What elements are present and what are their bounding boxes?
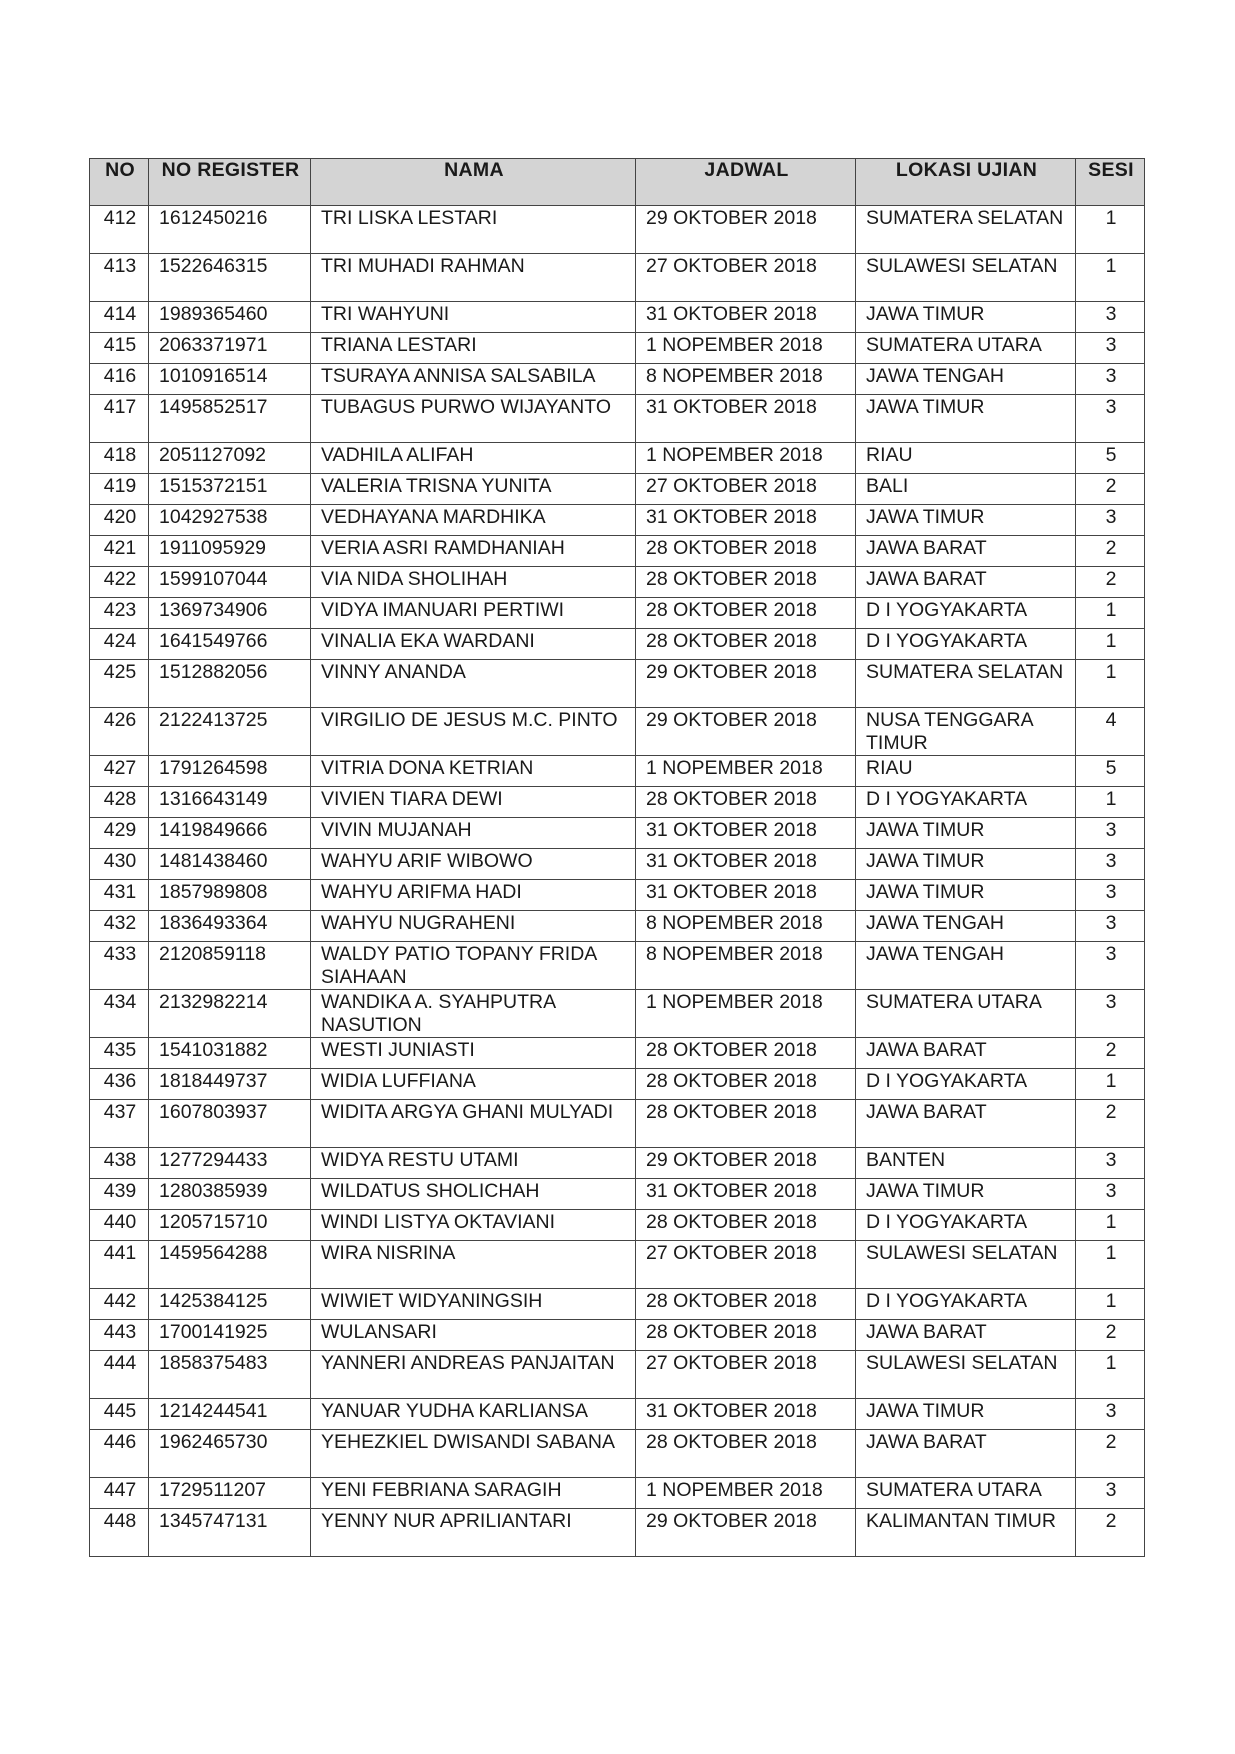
- cell-lokasi: JAWA TENGAH: [856, 911, 1076, 942]
- cell-sesi: 4: [1076, 708, 1145, 756]
- header-register: NO REGISTER: [149, 159, 311, 206]
- cell-register: 1599107044: [149, 567, 311, 598]
- table-row: [90, 880, 1145, 911]
- cell-nama: VIVIN MUJANAH: [311, 818, 636, 849]
- cell-register: 1857989808: [149, 880, 311, 911]
- cell-no: 430: [90, 849, 149, 880]
- cell-no: 442: [90, 1289, 149, 1320]
- table-row: [90, 756, 1145, 787]
- cell-no: 423: [90, 598, 149, 629]
- cell-jadwal: 1 NOPEMBER 2018: [636, 990, 856, 1038]
- cell-lokasi: SULAWESI SELATAN: [856, 1241, 1076, 1289]
- cell-sesi: 3: [1076, 364, 1145, 395]
- cell-lokasi: JAWA TIMUR: [856, 880, 1076, 911]
- cell-nama: VERIA ASRI RAMDHANIAH: [311, 536, 636, 567]
- cell-no: 416: [90, 364, 149, 395]
- table-row: [90, 1430, 1145, 1478]
- cell-nama: WIDITA ARGYA GHANI MULYADI: [311, 1100, 636, 1148]
- cell-no: 425: [90, 660, 149, 708]
- cell-jadwal: 28 OKTOBER 2018: [636, 1100, 856, 1148]
- cell-register: 2063371971: [149, 333, 311, 364]
- table-row: [90, 1289, 1145, 1320]
- cell-jadwal: 28 OKTOBER 2018: [636, 567, 856, 598]
- cell-no: 448: [90, 1509, 149, 1557]
- cell-nama: WILDATUS SHOLICHAH: [311, 1179, 636, 1210]
- cell-nama: TUBAGUS PURWO WIJAYANTO: [311, 395, 636, 443]
- cell-register: 2122413725: [149, 708, 311, 756]
- cell-jadwal: 27 OKTOBER 2018: [636, 474, 856, 505]
- cell-nama: VIA NIDA SHOLIHAH: [311, 567, 636, 598]
- cell-nama: WESTI JUNIASTI: [311, 1038, 636, 1069]
- cell-lokasi: D I YOGYAKARTA: [856, 1210, 1076, 1241]
- cell-lokasi: JAWA TIMUR: [856, 818, 1076, 849]
- cell-register: 1818449737: [149, 1069, 311, 1100]
- table-row: [90, 567, 1145, 598]
- cell-jadwal: 28 OKTOBER 2018: [636, 598, 856, 629]
- cell-no: 432: [90, 911, 149, 942]
- cell-register: 1316643149: [149, 787, 311, 818]
- cell-register: 1512882056: [149, 660, 311, 708]
- cell-nama: VIDYA IMANUARI PERTIWI: [311, 598, 636, 629]
- table-row: [90, 849, 1145, 880]
- table-row: [90, 443, 1145, 474]
- cell-lokasi: SUMATERA SELATAN: [856, 660, 1076, 708]
- cell-register: 1962465730: [149, 1430, 311, 1478]
- cell-register: 1541031882: [149, 1038, 311, 1069]
- cell-register: 1836493364: [149, 911, 311, 942]
- header-sesi: SESI: [1076, 159, 1145, 206]
- cell-lokasi: JAWA TIMUR: [856, 302, 1076, 333]
- table-row: [90, 254, 1145, 302]
- cell-register: 1277294433: [149, 1148, 311, 1179]
- table-row: [90, 364, 1145, 395]
- cell-lokasi: JAWA BARAT: [856, 1320, 1076, 1351]
- cell-register: 1481438460: [149, 849, 311, 880]
- cell-lokasi: D I YOGYAKARTA: [856, 629, 1076, 660]
- cell-sesi: 2: [1076, 1320, 1145, 1351]
- cell-register: 1010916514: [149, 364, 311, 395]
- cell-register: 1280385939: [149, 1179, 311, 1210]
- cell-nama: VIVIEN TIARA DEWI: [311, 787, 636, 818]
- cell-lokasi: NUSA TENGGARA TIMUR: [856, 708, 1076, 756]
- cell-register: 1612450216: [149, 206, 311, 254]
- cell-lokasi: RIAU: [856, 443, 1076, 474]
- cell-nama: WANDIKA A. SYAHPUTRA NASUTION: [311, 990, 636, 1038]
- cell-nama: VADHILA ALIFAH: [311, 443, 636, 474]
- cell-jadwal: 28 OKTOBER 2018: [636, 1320, 856, 1351]
- table-row: [90, 1399, 1145, 1430]
- cell-no: 421: [90, 536, 149, 567]
- cell-lokasi: SULAWESI SELATAN: [856, 1351, 1076, 1399]
- cell-register: 2132982214: [149, 990, 311, 1038]
- cell-register: 1858375483: [149, 1351, 311, 1399]
- cell-nama: VITRIA DONA KETRIAN: [311, 756, 636, 787]
- cell-nama: VIRGILIO DE JESUS M.C. PINTO: [311, 708, 636, 756]
- cell-nama: YENI FEBRIANA SARAGIH: [311, 1478, 636, 1509]
- cell-jadwal: 31 OKTOBER 2018: [636, 1179, 856, 1210]
- cell-sesi: 5: [1076, 443, 1145, 474]
- cell-lokasi: JAWA TIMUR: [856, 1179, 1076, 1210]
- cell-no: 420: [90, 505, 149, 536]
- table-row: [90, 1038, 1145, 1069]
- cell-no: 446: [90, 1430, 149, 1478]
- cell-no: 418: [90, 443, 149, 474]
- cell-sesi: 3: [1076, 942, 1145, 990]
- cell-jadwal: 8 NOPEMBER 2018: [636, 942, 856, 990]
- cell-jadwal: 28 OKTOBER 2018: [636, 1289, 856, 1320]
- cell-no: 422: [90, 567, 149, 598]
- cell-lokasi: JAWA BARAT: [856, 567, 1076, 598]
- cell-nama: VINALIA EKA WARDANI: [311, 629, 636, 660]
- cell-jadwal: 28 OKTOBER 2018: [636, 787, 856, 818]
- cell-lokasi: JAWA TENGAH: [856, 942, 1076, 990]
- cell-jadwal: 31 OKTOBER 2018: [636, 849, 856, 880]
- cell-lokasi: JAWA BARAT: [856, 536, 1076, 567]
- cell-no: 447: [90, 1478, 149, 1509]
- cell-register: 1607803937: [149, 1100, 311, 1148]
- cell-no: 444: [90, 1351, 149, 1399]
- cell-register: 1459564288: [149, 1241, 311, 1289]
- cell-no: 436: [90, 1069, 149, 1100]
- cell-sesi: 1: [1076, 206, 1145, 254]
- table-row: [90, 911, 1145, 942]
- cell-sesi: 3: [1076, 1148, 1145, 1179]
- table-row: [90, 395, 1145, 443]
- table-row: [90, 333, 1145, 364]
- table-row: [90, 990, 1145, 1038]
- cell-nama: WAHYU NUGRAHENI: [311, 911, 636, 942]
- cell-lokasi: JAWA TIMUR: [856, 395, 1076, 443]
- cell-lokasi: SUMATERA UTARA: [856, 333, 1076, 364]
- cell-lokasi: SUMATERA UTARA: [856, 1478, 1076, 1509]
- cell-jadwal: 28 OKTOBER 2018: [636, 1210, 856, 1241]
- cell-no: 438: [90, 1148, 149, 1179]
- table-row: [90, 1210, 1145, 1241]
- table-header-row: [90, 159, 1145, 206]
- cell-nama: TSURAYA ANNISA SALSABILA: [311, 364, 636, 395]
- cell-no: 443: [90, 1320, 149, 1351]
- cell-register: 1911095929: [149, 536, 311, 567]
- header-lokasi: LOKASI UJIAN: [856, 159, 1076, 206]
- cell-no: 428: [90, 787, 149, 818]
- cell-register: 1495852517: [149, 395, 311, 443]
- cell-sesi: 1: [1076, 787, 1145, 818]
- cell-no: 417: [90, 395, 149, 443]
- cell-sesi: 2: [1076, 1430, 1145, 1478]
- cell-jadwal: 8 NOPEMBER 2018: [636, 911, 856, 942]
- cell-no: 419: [90, 474, 149, 505]
- cell-lokasi: BALI: [856, 474, 1076, 505]
- cell-lokasi: D I YOGYAKARTA: [856, 1289, 1076, 1320]
- cell-jadwal: 28 OKTOBER 2018: [636, 629, 856, 660]
- table-row: [90, 1241, 1145, 1289]
- table-row: [90, 1351, 1145, 1399]
- cell-nama: YANUAR YUDHA KARLIANSA: [311, 1399, 636, 1430]
- cell-jadwal: 29 OKTOBER 2018: [636, 708, 856, 756]
- cell-jadwal: 31 OKTOBER 2018: [636, 880, 856, 911]
- cell-sesi: 3: [1076, 333, 1145, 364]
- table-row: [90, 1478, 1145, 1509]
- cell-register: 1345747131: [149, 1509, 311, 1557]
- cell-register: 1989365460: [149, 302, 311, 333]
- cell-jadwal: 31 OKTOBER 2018: [636, 505, 856, 536]
- table-row: [90, 206, 1145, 254]
- cell-register: 2051127092: [149, 443, 311, 474]
- cell-register: 1515372151: [149, 474, 311, 505]
- cell-no: 435: [90, 1038, 149, 1069]
- cell-nama: VEDHAYANA MARDHIKA: [311, 505, 636, 536]
- cell-sesi: 2: [1076, 1100, 1145, 1148]
- cell-sesi: 2: [1076, 567, 1145, 598]
- cell-jadwal: 29 OKTOBER 2018: [636, 1509, 856, 1557]
- cell-jadwal: 27 OKTOBER 2018: [636, 1351, 856, 1399]
- cell-lokasi: D I YOGYAKARTA: [856, 598, 1076, 629]
- cell-no: 415: [90, 333, 149, 364]
- cell-sesi: 5: [1076, 756, 1145, 787]
- cell-sesi: 1: [1076, 254, 1145, 302]
- cell-lokasi: JAWA TIMUR: [856, 849, 1076, 880]
- cell-no: 439: [90, 1179, 149, 1210]
- cell-no: 441: [90, 1241, 149, 1289]
- cell-nama: YENNY NUR APRILIANTARI: [311, 1509, 636, 1557]
- table-row: [90, 708, 1145, 756]
- cell-nama: WIRA NISRINA: [311, 1241, 636, 1289]
- cell-sesi: 2: [1076, 536, 1145, 567]
- table-row: [90, 660, 1145, 708]
- cell-nama: YANNERI ANDREAS PANJAITAN: [311, 1351, 636, 1399]
- table-row: [90, 1179, 1145, 1210]
- cell-lokasi: SUMATERA UTARA: [856, 990, 1076, 1038]
- cell-nama: WALDY PATIO TOPANY FRIDA SIAHAAN: [311, 942, 636, 990]
- cell-sesi: 1: [1076, 660, 1145, 708]
- cell-register: 1205715710: [149, 1210, 311, 1241]
- cell-nama: WIDYA RESTU UTAMI: [311, 1148, 636, 1179]
- cell-sesi: 3: [1076, 849, 1145, 880]
- cell-no: 445: [90, 1399, 149, 1430]
- cell-sesi: 2: [1076, 474, 1145, 505]
- table-row: [90, 1509, 1145, 1557]
- cell-register: 1042927538: [149, 505, 311, 536]
- cell-register: 1522646315: [149, 254, 311, 302]
- cell-sesi: 3: [1076, 818, 1145, 849]
- table-row: [90, 302, 1145, 333]
- cell-nama: WIWIET WIDYANINGSIH: [311, 1289, 636, 1320]
- table-row: [90, 598, 1145, 629]
- header-no: NO: [90, 159, 149, 206]
- cell-sesi: 3: [1076, 990, 1145, 1038]
- cell-jadwal: 27 OKTOBER 2018: [636, 254, 856, 302]
- table-row: [90, 474, 1145, 505]
- cell-jadwal: 1 NOPEMBER 2018: [636, 333, 856, 364]
- cell-nama: YEHEZKIEL DWISANDI SABANA: [311, 1430, 636, 1478]
- cell-sesi: 3: [1076, 911, 1145, 942]
- cell-nama: WAHYU ARIFMA HADI: [311, 880, 636, 911]
- cell-no: 426: [90, 708, 149, 756]
- header-nama: NAMA: [311, 159, 636, 206]
- cell-no: 429: [90, 818, 149, 849]
- cell-register: 1425384125: [149, 1289, 311, 1320]
- table-row: [90, 629, 1145, 660]
- cell-no: 431: [90, 880, 149, 911]
- table-row: [90, 787, 1145, 818]
- cell-sesi: 3: [1076, 302, 1145, 333]
- cell-lokasi: JAWA BARAT: [856, 1038, 1076, 1069]
- header-jadwal: JADWAL: [636, 159, 856, 206]
- cell-register: 1791264598: [149, 756, 311, 787]
- cell-nama: WULANSARI: [311, 1320, 636, 1351]
- cell-no: 433: [90, 942, 149, 990]
- cell-sesi: 3: [1076, 505, 1145, 536]
- cell-no: 412: [90, 206, 149, 254]
- exam-schedule-table: [89, 158, 1145, 1557]
- cell-jadwal: 1 NOPEMBER 2018: [636, 1478, 856, 1509]
- cell-jadwal: 1 NOPEMBER 2018: [636, 756, 856, 787]
- cell-lokasi: JAWA TENGAH: [856, 364, 1076, 395]
- cell-sesi: 1: [1076, 1241, 1145, 1289]
- cell-register: 1641549766: [149, 629, 311, 660]
- table-row: [90, 505, 1145, 536]
- cell-sesi: 1: [1076, 1210, 1145, 1241]
- table-row: [90, 818, 1145, 849]
- cell-jadwal: 31 OKTOBER 2018: [636, 395, 856, 443]
- cell-lokasi: RIAU: [856, 756, 1076, 787]
- cell-no: 437: [90, 1100, 149, 1148]
- cell-jadwal: 28 OKTOBER 2018: [636, 536, 856, 567]
- table-row: [90, 942, 1145, 990]
- cell-sesi: 3: [1076, 1399, 1145, 1430]
- cell-sesi: 1: [1076, 629, 1145, 660]
- cell-no: 424: [90, 629, 149, 660]
- cell-jadwal: 29 OKTOBER 2018: [636, 1148, 856, 1179]
- cell-sesi: 2: [1076, 1038, 1145, 1069]
- table-row: [90, 1148, 1145, 1179]
- cell-jadwal: 8 NOPEMBER 2018: [636, 364, 856, 395]
- cell-jadwal: 29 OKTOBER 2018: [636, 206, 856, 254]
- cell-jadwal: 31 OKTOBER 2018: [636, 818, 856, 849]
- cell-jadwal: 31 OKTOBER 2018: [636, 302, 856, 333]
- cell-sesi: 3: [1076, 395, 1145, 443]
- cell-nama: TRI MUHADI RAHMAN: [311, 254, 636, 302]
- cell-jadwal: 28 OKTOBER 2018: [636, 1430, 856, 1478]
- cell-jadwal: 28 OKTOBER 2018: [636, 1038, 856, 1069]
- cell-nama: VALERIA TRISNA YUNITA: [311, 474, 636, 505]
- table-row: [90, 1320, 1145, 1351]
- cell-jadwal: 31 OKTOBER 2018: [636, 1399, 856, 1430]
- cell-sesi: 1: [1076, 1351, 1145, 1399]
- cell-nama: WIDIA LUFFIANA: [311, 1069, 636, 1100]
- cell-lokasi: SULAWESI SELATAN: [856, 254, 1076, 302]
- cell-lokasi: JAWA TIMUR: [856, 505, 1076, 536]
- cell-nama: TRIANA LESTARI: [311, 333, 636, 364]
- cell-jadwal: 29 OKTOBER 2018: [636, 660, 856, 708]
- cell-sesi: 1: [1076, 1289, 1145, 1320]
- table-row: [90, 1069, 1145, 1100]
- cell-register: 2120859118: [149, 942, 311, 990]
- cell-register: 1369734906: [149, 598, 311, 629]
- cell-lokasi: SUMATERA SELATAN: [856, 206, 1076, 254]
- cell-lokasi: D I YOGYAKARTA: [856, 1069, 1076, 1100]
- cell-no: 414: [90, 302, 149, 333]
- cell-jadwal: 27 OKTOBER 2018: [636, 1241, 856, 1289]
- cell-lokasi: KALIMANTAN TIMUR: [856, 1509, 1076, 1557]
- cell-nama: VINNY ANANDA: [311, 660, 636, 708]
- cell-sesi: 2: [1076, 1509, 1145, 1557]
- cell-register: 1700141925: [149, 1320, 311, 1351]
- cell-nama: WAHYU ARIF WIBOWO: [311, 849, 636, 880]
- cell-sesi: 3: [1076, 1179, 1145, 1210]
- cell-no: 413: [90, 254, 149, 302]
- cell-nama: TRI WAHYUNI: [311, 302, 636, 333]
- cell-sesi: 3: [1076, 1478, 1145, 1509]
- cell-jadwal: 28 OKTOBER 2018: [636, 1069, 856, 1100]
- cell-lokasi: D I YOGYAKARTA: [856, 787, 1076, 818]
- cell-register: 1214244541: [149, 1399, 311, 1430]
- cell-register: 1729511207: [149, 1478, 311, 1509]
- cell-lokasi: JAWA BARAT: [856, 1430, 1076, 1478]
- cell-lokasi: BANTEN: [856, 1148, 1076, 1179]
- cell-register: 1419849666: [149, 818, 311, 849]
- cell-sesi: 3: [1076, 880, 1145, 911]
- cell-no: 427: [90, 756, 149, 787]
- cell-nama: WINDI LISTYA OKTAVIANI: [311, 1210, 636, 1241]
- cell-sesi: 1: [1076, 1069, 1145, 1100]
- table-row: [90, 536, 1145, 567]
- cell-lokasi: JAWA TIMUR: [856, 1399, 1076, 1430]
- cell-lokasi: JAWA BARAT: [856, 1100, 1076, 1148]
- cell-jadwal: 1 NOPEMBER 2018: [636, 443, 856, 474]
- cell-sesi: 1: [1076, 598, 1145, 629]
- table-row: [90, 1100, 1145, 1148]
- cell-nama: TRI LISKA LESTARI: [311, 206, 636, 254]
- cell-no: 434: [90, 990, 149, 1038]
- cell-no: 440: [90, 1210, 149, 1241]
